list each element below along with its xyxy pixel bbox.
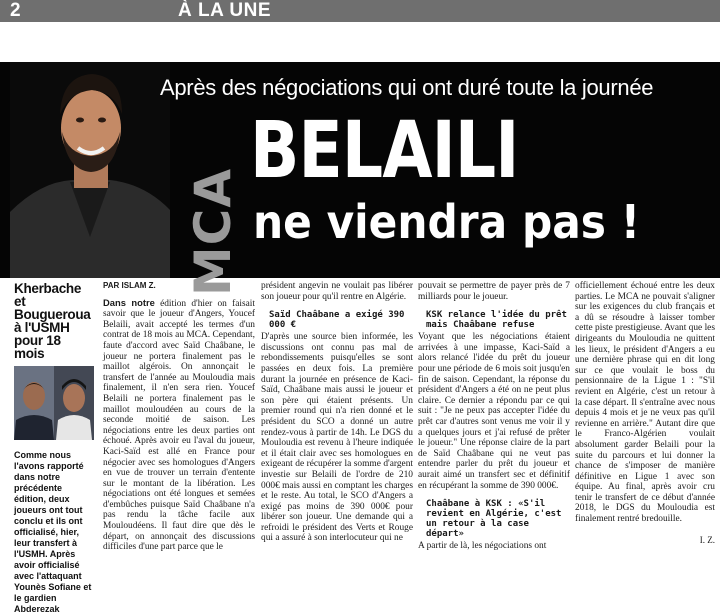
main-headline: BELAILI [250, 106, 519, 196]
article-subhead: Saïd Chaâbane a exigé 390 000 € [269, 310, 405, 331]
article-text: président angevin ne voulait pas libérer son joueur pour qu'il rentre en Algérie. [261, 281, 413, 302]
sidebar-brief [14, 281, 94, 614]
article-text: édition d'hier on faisait savoir que le joueur d'Angers, Youcef Belaili, avait accepté les termes d'un contrat de 18 mois au MCA. Cependant, faute d'accord avec Saïd Chaâbane, le joueur ne portera finalement pas le maillot algérois. On annonçait le transfert de l'année au Mouloudia mais finalement, il n'en sera rien. Youcef Belaili ne portera finalement pas le maillot mouloudéen au cours de la seconde moitié de saison. Les négociations entre les deux parties ont échoué. Après avoir eu l'aval du joueur, Kaci-Saïd est allé en France pour négocier avec ses homologues d'Angers en vue de trouver un terrain d'entente sur le montant de la libération. Les négociations ont été longues et semées d'embûches puisque Saïd Chaâbane n'a pas rendu la tâche facile aux Mouloudéens. Il faut dire que dès le départ, on annonçait des discussions difficiles d'une part parce que le [103, 298, 255, 553]
article-text: Voyant que les négociations étaient arrivées à une impasse, Kaci-Saïd a alors relancé l'idée du prêt du joueur pour une période de 6 mois soit jusqu'en fin de saison. Cependant, la réponse du président d'Angers a été on ne peut plus claire. Ce dernier a répondu par ce qui suit : "Je ne peux pas accepter l'idée du prêt car d'autres sont venus me voir il y a quelques jours et j'ai refusé de prêter le joueur." Une réponse claire de la part de Saïd Chaâbane qui ne veut pas entendre parler du prêt du joueur et aurait aimé un transfert sec et définitif en récupérant la somme de 390 000€. [418, 332, 570, 491]
sidebar-players-photo [14, 366, 94, 440]
article-column-1 [103, 281, 255, 553]
article-byline: PAR ISLAM Z. [103, 281, 156, 290]
headline-kicker: Après des négociations qui ont duré toute la journée [160, 75, 654, 100]
article-text: officiellement échoué entre les deux parties. Le MCA ne pouvait s'aligner sur les exigences du club français et a dû se résoudre à laisser tomber cette piste prestigieuse. Avant que les dirigeants du Mouloudia ne quittent les lieux, le président d'Angers a eu une dernière phrase qui en dit long sur ce que voulait le boss du pensionnaire de la Ligue 1 : "S'il revient en Algérie, c'est un retour à la case départ. Il s'entraîne avec nous depuis 4 mois et je ne veux pas qu'il revienne en arrière." Autant dire que le Franco-Algérien voulait absolument garder Belaili pour la suite du parcours et lui donner la chance de s'imposer de manière définitive en Ligue 1 avec son équipe. Au final, après avoir cru tenir le transfert de ce début d'année 2018, le DGS du Mouloudia est finalement rentré bredouille. [575, 281, 715, 525]
article-lead-paragraph [103, 298, 255, 553]
article-text: A partir de là, les négociations ont [418, 541, 547, 552]
section-rubric: À LA UNE [178, 0, 272, 21]
sidebar-body: Comme nous l'avons rapporté dans notre précédente édition, deux joueurs ont tout conclu et ils ont officialisé, hier, leur transfert à l'USMH. Après avoir officialisé avec l'attaquant Younès Sofiane et le gardien Abderezak [14, 450, 92, 614]
article-column-4 [575, 281, 715, 547]
lead-in: Dans notre [103, 296, 155, 308]
author-signature: I. Z. [699, 534, 715, 545]
article-text: pouvait se permettre de payer près de 7 milliards pour le joueur. [418, 281, 570, 302]
player-portrait-photo [10, 62, 170, 278]
article-column-3 [418, 281, 570, 552]
headline-deck: ne viendra pas ! [253, 195, 641, 249]
article-text: D'après une source bien informée, les discussions ont connu pas mal de rebondissements puisqu'elles se sont passées en deux fois. La première durant la journée en présence de Kaci-Saïd, Chaâbane mais aussi le joueur et son père qui étaient présents. Un premier round qui n'a rien donné et le président du SCO a donné un autre rendez-vous à partir de 14h. Le DGS du Mouloudia est revenu à l'heure indiquée et il était clair avec ses homologues en exigeant de récupérer la somme d'argent investie sur Belaili de l'ordre de 210 000€ mais aussi en comptant les charges et le reste. Au total, le SCO d'Angers a exigé pas moins de 390 000€ pour libérer son joueur. Une demande qui a refroidi le président des Verts et Rouge qui a assuré à son interlocuteur qui ne [261, 332, 413, 544]
section-header-bar [0, 0, 720, 22]
article-subhead: Chaâbane à KSK : «S'il revient en Algérie, c'est un retour à la case départ» [426, 499, 562, 540]
club-tag-vertical: MCA [184, 167, 242, 297]
page-number: 2 [10, 0, 21, 21]
article-column-2 [261, 281, 413, 547]
article-subhead: KSK relance l'idée du prêt mais Chaâbane refuse [426, 310, 567, 331]
sidebar-headline: Kherbache et Bougueroua à l'USMH pour 18 mois [14, 281, 91, 361]
